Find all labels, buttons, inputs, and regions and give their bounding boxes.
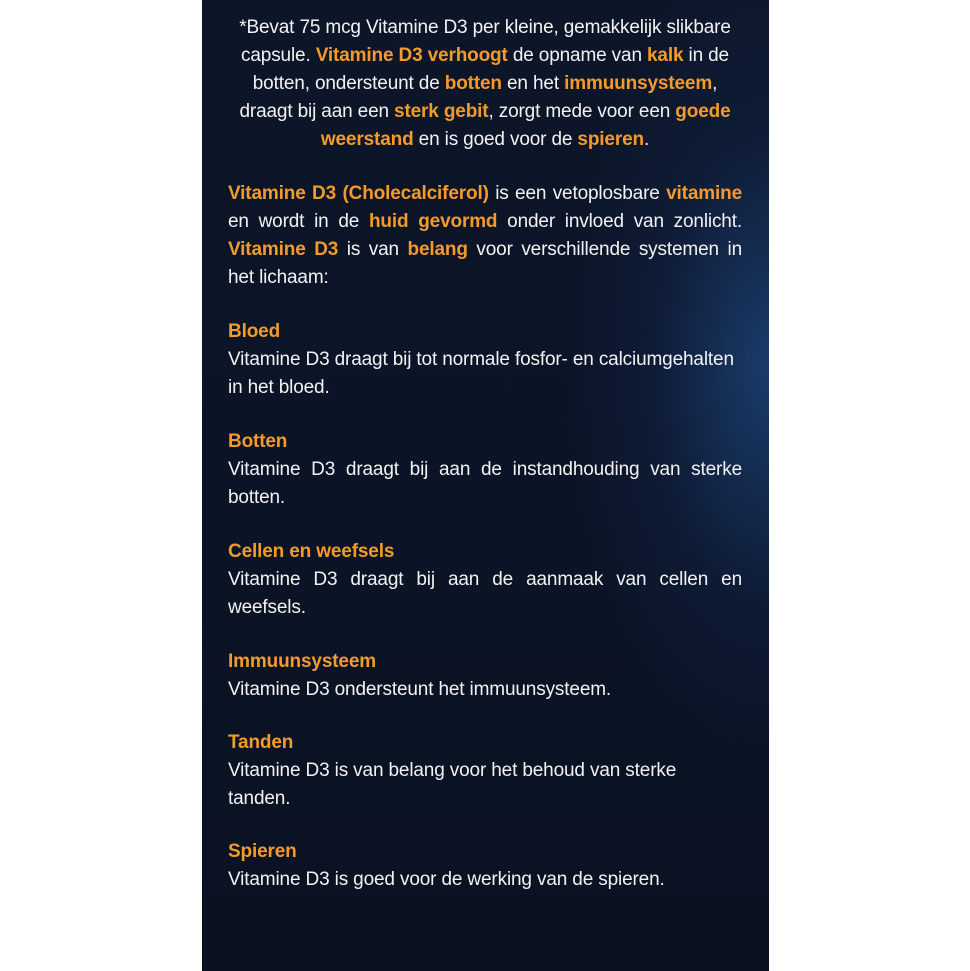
intro-text: , draagt bij aan een — [239, 73, 718, 122]
para2-highlight: belang — [407, 239, 468, 260]
intro-text: *Bevat 75 mcg Vitamine D3 per kleine, gemakkelijk slikbare capsule. — [239, 17, 731, 66]
intro-text: en is goed voor de — [413, 129, 578, 150]
para2-highlight: vitamine — [666, 183, 742, 204]
intro-paragraph — [228, 14, 742, 154]
product-description — [228, 14, 742, 894]
section-title: Bloed — [228, 321, 281, 342]
section-tanden — [228, 729, 742, 813]
para2-text: is een vetoplosbare — [488, 183, 667, 204]
section-body: Vitamine D3 draagt bij tot normale fosfor- en calciumgehalten in het bloed. — [228, 349, 734, 398]
intro-text: . — [643, 129, 650, 150]
para2-text: onder invloed van zonlicht. — [497, 211, 742, 232]
section-body: Vitamine D3 is van belang voor het behoud van sterke tanden. — [228, 760, 677, 809]
intro-text: , zorgt mede voor een — [488, 101, 676, 122]
section-bloed — [228, 318, 742, 402]
intro-highlight: goede weerstand — [320, 101, 731, 150]
intro-highlight: sterk gebit — [394, 101, 489, 122]
section-body: Vitamine D3 draagt bij aan de instandhouding van sterke botten. — [228, 459, 742, 508]
intro-highlight: kalk — [647, 45, 684, 66]
intro-highlight: spieren — [577, 129, 644, 150]
para2-highlight: Vitamine D3 (Cholecalciferol) — [228, 183, 489, 204]
vitamin-d3-paragraph — [228, 180, 742, 292]
intro-text: en het — [501, 73, 565, 94]
intro-highlight: botten — [444, 73, 502, 94]
section-title: Immuunsysteem — [228, 651, 376, 672]
para2-text: voor verschillende systemen in het lichaam: — [228, 239, 742, 288]
product-info-panel — [202, 0, 769, 971]
section-body: Vitamine D3 ondersteunt het immuunsysteem. — [228, 679, 612, 700]
section-title: Spieren — [228, 841, 297, 862]
section-spieren — [228, 838, 742, 894]
intro-highlight: immuunsysteem — [564, 73, 713, 94]
section-title: Botten — [228, 431, 288, 452]
para2-text: en wordt in de — [228, 211, 369, 232]
section-immuunsysteem — [228, 648, 742, 704]
section-body: Vitamine D3 draagt bij aan de aanmaak van cellen en weefsels. — [228, 569, 742, 618]
section-botten — [228, 428, 742, 512]
section-body: Vitamine D3 is goed voor de werking van de spieren. — [228, 869, 665, 890]
para2-text: is van — [338, 239, 408, 260]
section-title: Cellen en weefsels — [228, 541, 395, 562]
intro-text: in de botten, ondersteunt de — [252, 45, 729, 94]
para2-highlight: Vitamine D3 — [228, 239, 339, 260]
section-title: Tanden — [228, 732, 294, 753]
intro-highlight: Vitamine D3 verhoogt — [315, 45, 508, 66]
intro-text: de opname van — [507, 45, 647, 66]
para2-highlight: huid gevormd — [368, 211, 498, 232]
section-cellen-en-weefsels — [228, 538, 742, 622]
